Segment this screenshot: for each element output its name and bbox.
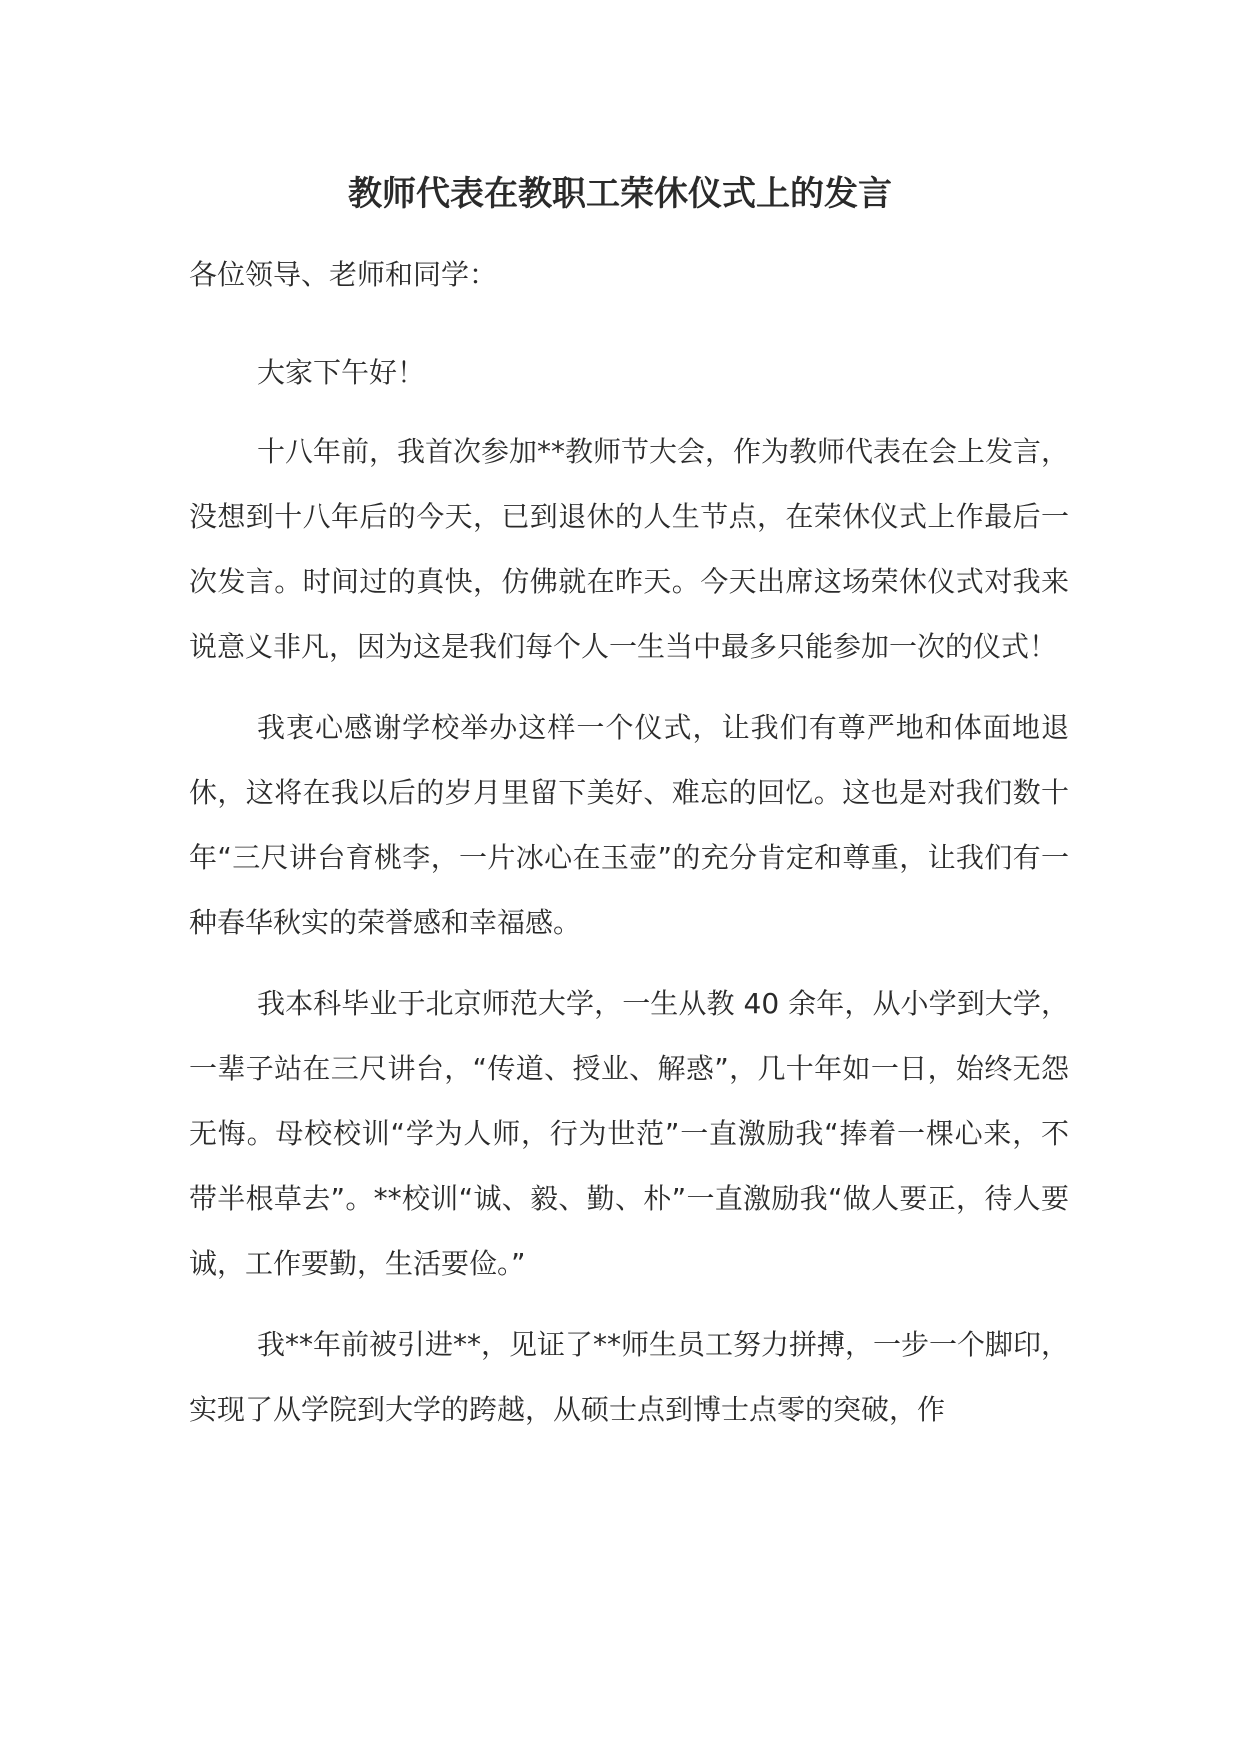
document-body [189, 340, 1069, 1458]
paragraph-3: 我本科毕业于北京师范大学，一生从教 40 余年，从小学到大学，一辈子站在三尺讲台，“传道、授业、解惑”，几十年如一日，始终无怨无悔。母校校训“学为人师，行为世范”一直激励我“捧着一棵心来，不带半根草去”。**校训“诚、毅、勤、朴”一直激励我“做人要正，待人要诚，工作要勤，生活要俭。” [189, 987, 1069, 1280]
salutation: 各位领导、老师和同学： [189, 258, 498, 291]
paragraph-4: 我**年前被引进**，见证了**师生员工努力拼搏，一步一个脚印，实现了从学院到大学的跨越，从硕士点到博士点零的突破，作 [189, 1328, 1070, 1426]
document-title: 教师代表在教职工荣休仪式上的发言 [348, 174, 892, 214]
paragraph-2: 我衷心感谢学校举办这样一个仪式，让我们有尊严地和体面地退休，这将在我以后的岁月里留下美好、难忘的回忆。这也是对我们数十年“三尺讲台育桃李，一片冰心在玉壶”的充分肯定和尊重，让我们有一种春华秋实的荣誉感和幸福感。 [189, 711, 1069, 939]
paragraph-1: 十八年前，我首次参加**教师节大会，作为教师代表在会上发言，没想到十八年后的今天，已到退休的人生节点，在荣休仪式上作最后一次发言。时间过的真快，仿佛就在昨天。今天出席这场荣休仪式对我来说意义非凡，因为这是我们每个人一生当中最多只能参加一次的仪式！ [189, 435, 1070, 663]
paragraph-greeting: 大家下午好！ [257, 356, 426, 389]
